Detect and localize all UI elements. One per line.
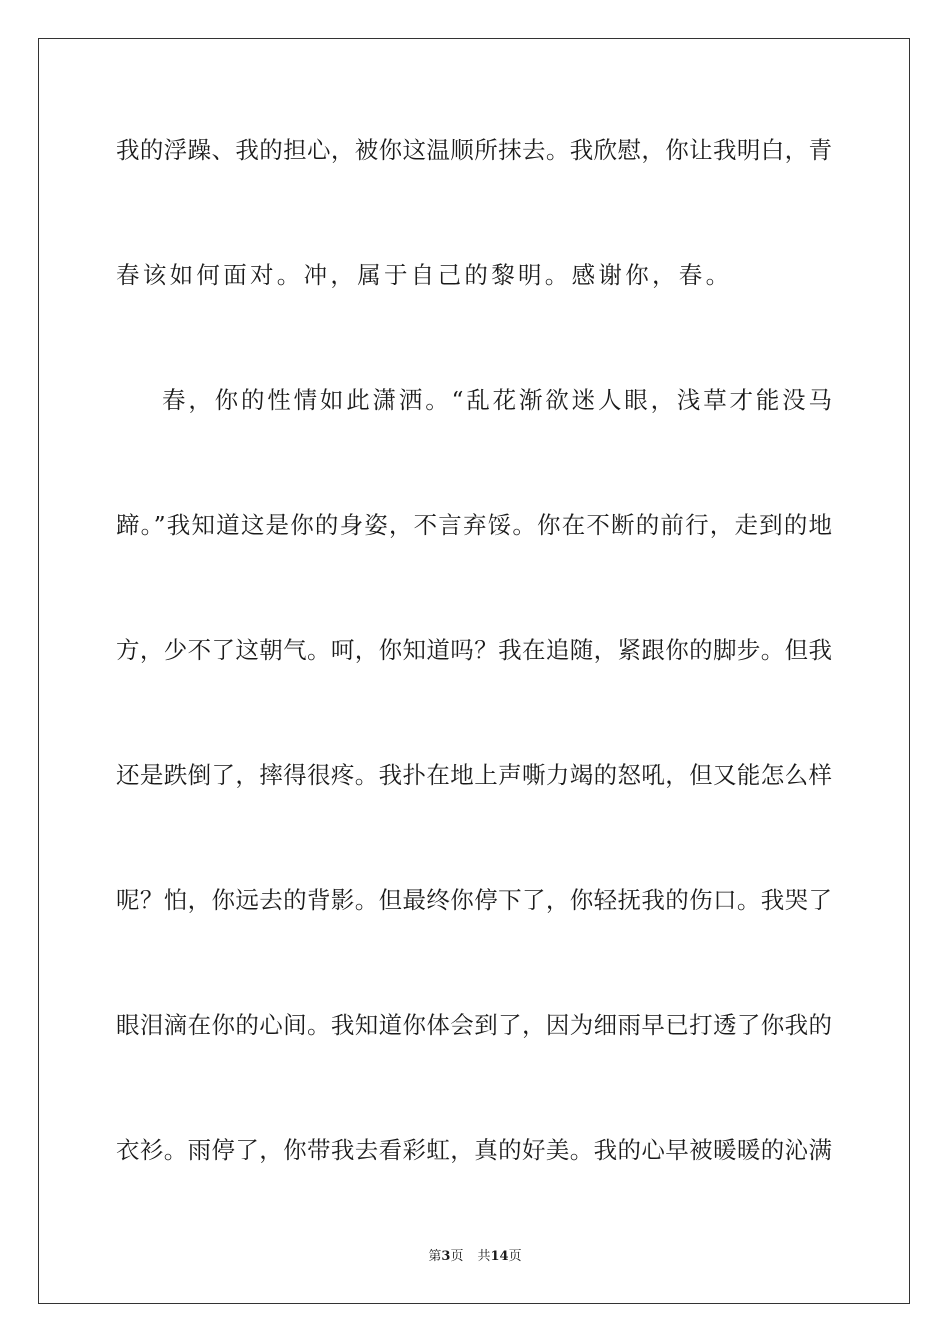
total-suffix: 页 bbox=[508, 1249, 522, 1264]
paragraph-first-line: 春，你的性情如此潇洒。“乱花渐欲迷人眼，浅草才能没马 bbox=[162, 386, 832, 414]
page-prefix: 第 bbox=[428, 1249, 442, 1264]
text-line: 呢？怕，你远去的背影。但最终你停下了，你轻抚我的伤口。我哭了 bbox=[116, 886, 832, 914]
page-border bbox=[38, 38, 910, 1304]
text-line: 蹄。”我知道这是你的身姿，不言弃馁。你在不断的前行，走到的地 bbox=[116, 511, 832, 539]
page-footer bbox=[0, 1248, 950, 1266]
text-line: 衣衫。雨停了，你带我去看彩虹，真的好美。我的心早被暖暖的沁满 bbox=[116, 1136, 832, 1164]
page-number: 3 bbox=[441, 1249, 451, 1264]
total-prefix: 共 bbox=[477, 1249, 491, 1264]
text-line: 方，少不了这朝气。呵，你知道吗？我在追随，紧跟你的脚步。但我 bbox=[116, 636, 832, 664]
text-line: 眼泪滴在你的心间。我知道你体会到了，因为细雨早已打透了你我的 bbox=[116, 1011, 832, 1039]
page-suffix: 页 bbox=[450, 1249, 464, 1264]
total-pages: 14 bbox=[490, 1249, 509, 1264]
text-line: 还是跌倒了，摔得很疼。我扑在地上声嘶力竭的怒吼，但又能怎么样 bbox=[116, 761, 832, 789]
text-line: 我的浮躁、我的担心，被你这温顺所抹去。我欣慰，你让我明白，青 bbox=[116, 136, 832, 164]
text-line: 春该如何面对。冲，属于自己的黎明。感谢你，春。 bbox=[116, 261, 733, 289]
